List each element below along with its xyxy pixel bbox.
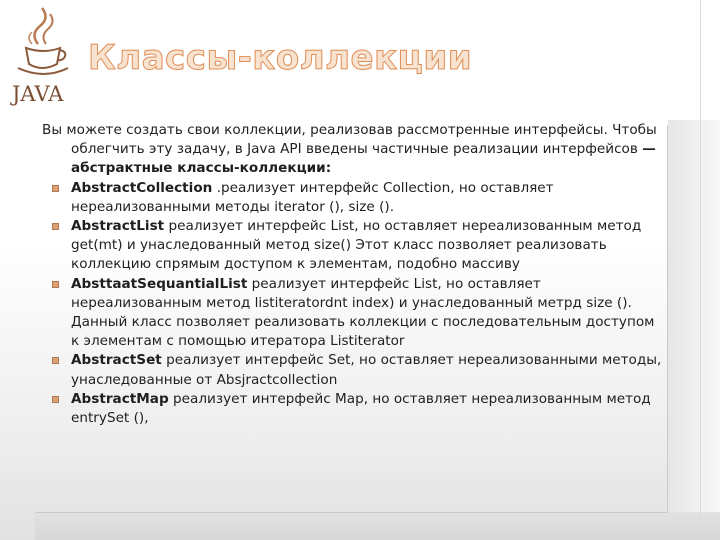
bullet-icon [52,185,59,192]
intro-bold-text: — абстрактные классы-коллекции: [71,141,656,177]
list-item [42,217,664,275]
class-description: реализует интерфейс Map, но оставляет нереализованным метод entrySet (), [71,390,651,427]
java-logo [4,2,74,110]
class-name: AbstractCollection [71,179,213,196]
class-name: AbstractList [71,218,165,235]
bullet-icon [52,357,59,364]
class-name: AbstractMap [71,390,169,407]
frame-right-panel [668,120,720,520]
logo-wordmark: JAVA [12,82,64,106]
bullet-icon [52,396,59,403]
intro-paragraph [42,121,664,179]
list-item [42,179,664,217]
frame-divider-horizontal [35,512,668,513]
class-description: реализует интерфейс List, но оставляет нереализованным метод listiteratordnt index) и унаследованный метрд size (). Данный класс позволяет реализовать коллекции с последовательным доступом к элементам с помощью итератора Listiterator [71,275,655,350]
class-list [42,179,664,429]
list-item [42,351,664,389]
class-description: реализует интерфейс Set, но оставляет нереализованными методы, унаследованные от Absjractcollection [71,352,662,388]
frame-divider-vertical [667,125,668,513]
class-description: реализует интерфейс List, но оставляет нереализованным метод get(mt) и унаследованный метод size() Этот класс позволяет реализовать коллекцию спрямым доступом к элементам, подобно массиву [71,218,642,273]
frame-divider-edge [700,0,701,520]
coffee-cup-icon [4,2,74,84]
class-name: AbstractSet [71,352,162,369]
list-item [42,275,664,352]
bullet-icon [52,281,59,288]
class-description: .реализует интерфейс Collection, но оставляет нереализованными методы iterator (), size (). [71,179,554,215]
frame-bottom-panel [35,512,720,540]
class-name: AbsttaatSequantialList [71,275,248,292]
list-item [42,390,664,428]
page-title: Классы-коллекции [88,38,473,78]
bullet-icon [52,223,59,230]
slide-body [42,121,664,428]
intro-text: Вы можете создать свои коллекции, реализовав рассмотренные интерфейсы. Чтобы облегчить эту задачу, в Java API введены частичные реализации интерфейсов [42,122,657,158]
